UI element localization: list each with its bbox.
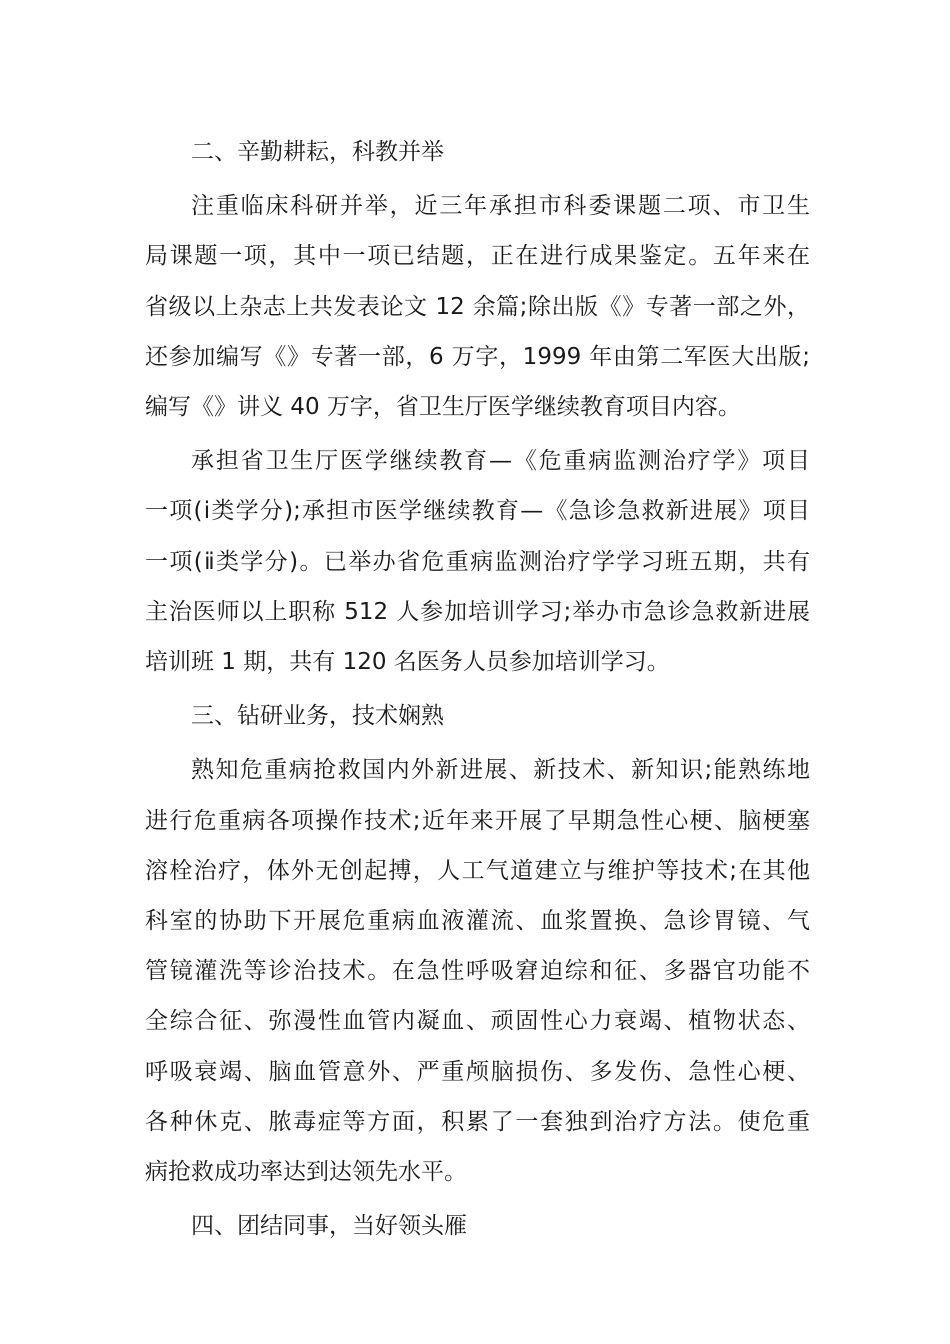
paragraph	[145, 436, 810, 687]
section-heading: 二、辛勤耕耘，科教并举	[191, 139, 444, 165]
text-line: 科室的协助下开展危重病血液灌流、血浆置换、急诊胃镜、气	[145, 908, 810, 935]
text-line: 承担省卫生厅医学继续教育—《危重病监测治疗学》项目	[191, 448, 810, 475]
text-line: 还参加编写《》专著一部，6 万字，1999 年由第二军医大出版;	[145, 343, 810, 370]
text-line: 一项(ⅱ类学分)。已举办省危重病监测治疗学学习班五期，共有	[145, 548, 810, 575]
text-line: 局课题一项，其中一项已结题，正在进行成果鉴定。五年来在	[145, 243, 810, 270]
document-body	[145, 127, 810, 1255]
text-line: 管镜灌洗等诊治技术。在急性呼吸窘迫综和征、多器官功能不	[145, 958, 810, 985]
paragraph	[145, 181, 810, 432]
text-line: 一项(ⅰ类学分);承担市医学继续教育—《急诊急救新进展》项目	[145, 498, 810, 525]
section-heading: 三、钻研业务，技术娴熟	[191, 703, 444, 730]
text-line: 编写《》讲义 40 万字，省卫生厅医学继续教育项目内容。	[145, 394, 741, 421]
text-line: 省级以上杂志上共发表论文 12 余篇;除出版《》专著一部之外，	[145, 293, 810, 320]
text-line: 各种休克、脓毒症等方面，积累了一套独到治疗方法。使危重	[145, 1108, 810, 1135]
text-line: 培训班 1 期，共有 120 名医务人员参加培训学习。	[145, 649, 670, 676]
text-line: 病抢救成功率达到达领先水平。	[145, 1159, 467, 1186]
text-line: 进行危重病各项操作技术;近年来开展了早期急性心梗、脑梗塞	[145, 807, 810, 834]
text-line: 溶栓治疗，体外无创起搏，人工气道建立与维护等技术;在其他	[145, 857, 810, 884]
paragraph	[145, 745, 810, 1197]
section-heading: 四、团结同事，当好领头雁	[191, 1213, 467, 1240]
text-line: 注重临床科研并举，近三年承担市科委课题二项、市卫生	[191, 193, 810, 220]
text-line: 全综合征、弥漫性血管内凝血、顽固性心力衰竭、植物状态、	[145, 1008, 810, 1035]
text-line: 呼吸衰竭、脑血管意外、严重颅脑损伤、多发伤、急性心梗、	[145, 1058, 810, 1085]
text-line: 熟知危重病抢救国内外新进展、新技术、新知识;能熟练地	[191, 757, 810, 784]
text-line: 主治医师以上职称 512 人参加培训学习;举办市急诊急救新进展	[145, 598, 810, 625]
